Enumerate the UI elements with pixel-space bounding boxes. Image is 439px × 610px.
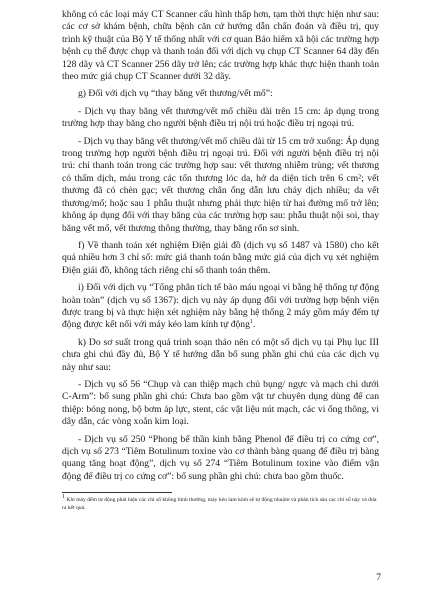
heading-dressing-service: g) Đối với dịch vụ “thay băng vết thương/vết mổ”: bbox=[78, 88, 273, 100]
footnote bbox=[62, 494, 379, 512]
page-number: 7 bbox=[376, 572, 381, 583]
paragraph-service-56: - Dịch vụ số 56 “Chụp và can thiệp mạch chủ bụng/ ngực và mạch chi dưới C-Arm”: bổ sung phần ghi chú: Chưa bao gồm vật tư chuyên dụng dùng để can thiệp: bóng nong, bộ bơm áp lực, stent, các vật liệu nút mạch, các vi ống thông, vi dây dẫn, các vòng xoắn kim loại. bbox=[62, 378, 379, 428]
paragraph-ct-scanner: không có các loại máy CT Scanner cấu hình thấp hơn, tạm thời thực hiện như sau: các cơ sở khám bệnh, chữa bệnh căn cứ hướng dẫn chẩn đoán và điều trị, quy trình kỹ thuật của Bộ Y tế thống nhất với cơ quan Bảo hiểm xã hội các trường hợp bệnh cụ thể được chụp và thanh toán đối với dịch vụ chụp CT Scanner 64 dãy đến 128 dãy và CT Scanner 256 dãy trở lên; các trường hợp khác thực hiện thanh toán theo mức giá chụp CT Scanner dưới 32 dãy. bbox=[62, 9, 379, 83]
paragraph-appendix-notes: k) Do sơ suất trong quá trình soạn thảo nên có một số dịch vụ tại Phụ lục III chưa ghi chú đầy đủ, Bộ Y tế hướng dẫn bổ sung phần ghi chú của các dịch vụ này như sau: bbox=[62, 336, 379, 373]
paragraph-dressing-under-15cm: - Dịch vụ thay băng vết thương/vết mổ chiều dài từ 15 cm trở xuống: Áp dụng trong trường hợp người bệnh điều trị ngoại trú. Đối với người bệnh điều trị nội trú: chỉ thanh toán trong các trường hợp sau: vết thương nhiễm trùng; vết thương có thấm dịch, máu trong các tổn thương lóc da, hở da diện tích trên 6 cm²; vết thương đã có chèn gạc; vết thương chân ống dẫn lưu chảy dịch nhiều; da vết thương/mổ; hoặc sau 1 phẫu thuật nhưng phải thực hiện từ hai đường mổ trở lên; không áp dụng đối với thay băng của các trường hợp sau: phẫu thuật nội soi, thay băng vết mổ, vết thương thông thường, thay băng rốn sơ sinh. bbox=[62, 135, 379, 234]
footnote-number: 1 bbox=[62, 494, 65, 501]
paragraph-blood-cell-text: i) Đối với dịch vụ “Tổng phân tích tế bào máu ngoại vi bằng hệ thống tự động hoàn toàn” (dịch vụ số 1367): dịch vụ này áp dụng đối với trường hợp bệnh viện được trang bị và thực hiện xét nghiệm này bằng hệ thống 2 máy gồm máy đếm tự động được kết nối với máy kéo lam kính tự động bbox=[62, 282, 379, 331]
paragraph-dressing-over-15cm: - Dịch vụ thay băng vết thương/vết mổ chiều dài trên 15 cm: áp dụng trong trường hợp thay băng cho người bệnh điều trị nội trú hoặc điều trị ngoại trú. bbox=[62, 105, 379, 130]
footnote-reference: 1 bbox=[249, 319, 253, 326]
paragraph-blood-cell-analysis: i) Đối với dịch vụ “Tổng phân tích tế bào máu ngoại vi bằng hệ thống tự động hoàn toàn” (dịch vụ số 1367): dịch vụ này áp dụng đối với trường hợp bệnh viện được trang bị và thực hiện xét nghiệm này bằng hệ thống 2 máy gồm máy đếm tự động được kết nối với máy kéo lam kính tự động$^1$. bbox=[62, 282, 379, 331]
paragraph-electrolyte-test: f) Về thanh toán xét nghiệm Điện giải đồ (dịch vụ số 1487 và 1580) cho kết quả nhiều hơn 3 chỉ số: mức giá thanh toán bằng mức giá của dịch vụ xét nghiệm Điện giải đồ, không tách riêng chỉ số thanh toán thêm. bbox=[62, 239, 379, 276]
footnote-text: Khi máy đếm tự động phát hiện các chỉ số không bình thường, máy kéo lam kính sẽ tự động nhuộm và phân tích sâu các chỉ số này và đưa ra kết quả. bbox=[62, 497, 377, 511]
paragraph-service-250-273-274: - Dịch vụ số 250 “Phong bế thần kinh bằng Phenol để điều trị co cứng cơ”, dịch vụ số 273 “Tiêm Botulinum toxine vào cơ thành bàng quang để điều trị bàng quang tăng hoạt động”, dịch vụ số 274 “Tiêm Botulinum toxine vào điểm vận động để điều trị co cứng cơ”: bổ sung phần ghi chú: chưa bao gồm thuốc. bbox=[62, 433, 379, 482]
footnote-divider bbox=[62, 492, 172, 493]
